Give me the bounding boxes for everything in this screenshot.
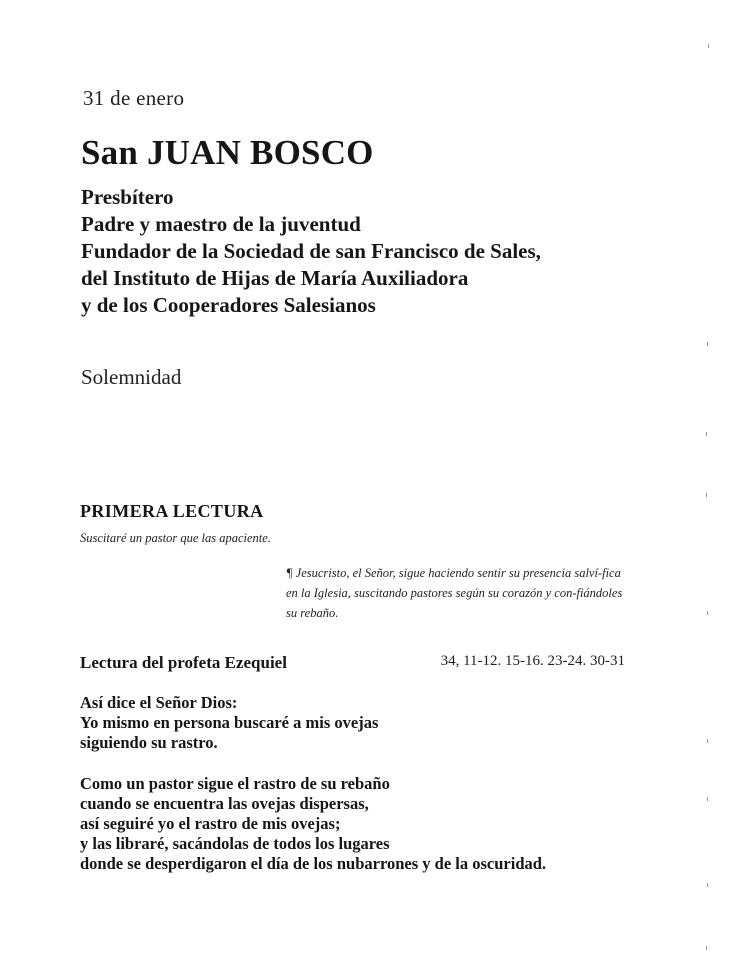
scan-speck [707, 883, 708, 887]
verse-line: siguiendo su rastro. [80, 733, 218, 752]
reading-introduction [286, 563, 626, 623]
subtitle-line: Fundador de la Sociedad de san Francisco de Sales, [81, 239, 541, 263]
verse-line: Así dice el Señor Dios: [80, 693, 238, 712]
feast-date: 31 de enero [83, 86, 185, 110]
reading-theme: Suscitaré un pastor que las apaciente. [80, 531, 271, 545]
saint-subtitles [81, 184, 541, 319]
reading-stanza-2 [80, 774, 546, 874]
verse-line: Como un pastor sigue el rastro de su rebaño [80, 774, 390, 793]
scan-speck [706, 432, 707, 436]
scan-speck [707, 342, 708, 346]
subtitle-line: Presbítero [81, 185, 174, 209]
reading-reference: 34, 11-12. 15-16. 23-24. 30-31 [440, 653, 625, 669]
scan-speck [708, 44, 709, 48]
scan-speck [706, 493, 707, 497]
section-title: PRIMERA LECTURA [80, 501, 264, 521]
saint-title: San JUAN BOSCO [81, 133, 374, 172]
liturgical-rank: Solemnidad [81, 365, 182, 389]
subtitle-line: Padre y maestro de la juventud [81, 212, 361, 236]
verse-line: así seguiré yo el rastro de mis ovejas; [80, 814, 341, 833]
reading-stanza-1 [80, 693, 378, 753]
verse-line: Yo mismo en persona buscaré a mis ovejas [80, 713, 379, 732]
scan-speck [707, 611, 708, 615]
scan-speck [707, 739, 708, 743]
subtitle-line: del Instituto de Hijas de María Auxiliadora [81, 266, 469, 290]
scan-speck [707, 797, 708, 801]
intro-text: Jesucristo, el Señor, sigue haciendo sentir su presencia salví-fica en la Iglesia, suscitando pastores según su corazón y con-fiándoles su rebaño. [286, 566, 623, 620]
verse-line: donde se desperdigaron el día de los nubarrones y de la oscuridad. [80, 854, 547, 873]
pilcrow-icon: ¶ [286, 566, 293, 580]
verse-line: cuando se encuentra las ovejas dispersas, [80, 794, 369, 813]
verse-line: y las libraré, sacándolas de todos los lugares [80, 834, 390, 853]
scan-speck [706, 946, 707, 950]
subtitle-line: y de los Cooperadores Salesianos [81, 293, 376, 317]
reading-book: Lectura del profeta Ezequiel [80, 653, 287, 672]
